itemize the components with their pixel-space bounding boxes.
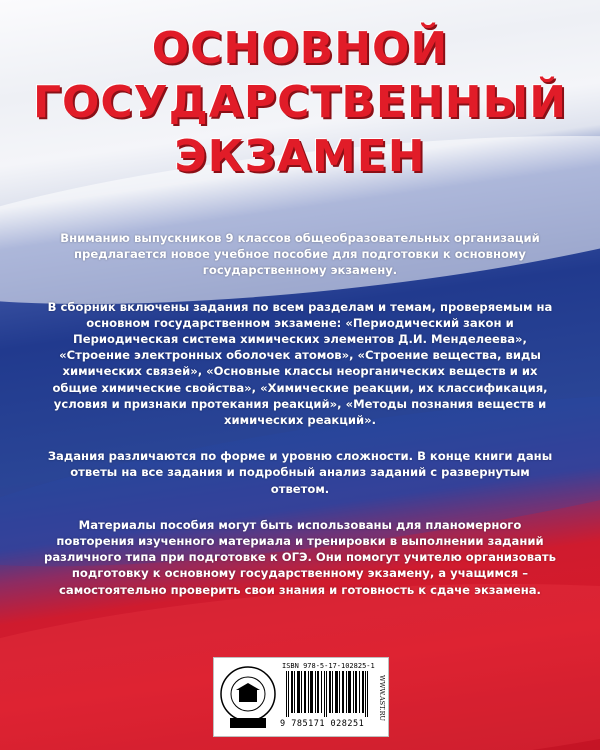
book-title bbox=[0, 22, 600, 184]
title-line-2: ГОСУДАРСТВЕННЫЙ bbox=[32, 77, 568, 128]
ean-digits: 9 785171 028251 bbox=[280, 719, 365, 729]
title-line-3: ЭКЗАМЕН bbox=[174, 131, 426, 182]
publisher-logo-icon bbox=[218, 664, 278, 732]
barcode-icon bbox=[286, 671, 370, 717]
publisher-website: WWW.AST.RU bbox=[378, 675, 386, 721]
isbn-number: ISBN 978-5-17-102825-1 bbox=[282, 662, 375, 670]
paragraph-usage: Материалы пособия могут быть использованы для планомерного повторения изученного материала и тренировки в выполнении заданий различного типа при подготовке к ОГЭ. Они помогут учителю организовать подготовку к основному государственному экзамену, а учащимся – самостоятельно проверить свои знания и готовность к сдаче экзамена. bbox=[44, 517, 556, 597]
annotation-text bbox=[40, 230, 560, 618]
publisher-logo bbox=[218, 664, 278, 732]
title-line-1: ОСНОВНОЙ bbox=[151, 23, 449, 74]
isbn-sticker bbox=[213, 657, 389, 737]
paragraph-contents: В сборник включены задания по всем разделам и темам, проверяемым на основном государственном экзамене: «Периодический закон и Периодическая система химических элементов Д.И. Менделеева», «Строение электронных оболочек атомов», «Строение вещества, виды химических связей», «Основные классы неорганических веществ и их общие химические свойства», «Химические реакции, их классификация, условия и признаки протекания реакций», «Методы познания веществ и химических реакций». bbox=[47, 299, 553, 428]
paragraph-tasks: Задания различаются по форме и уровню сложности. В конце книги даны ответы на все задания и подробный анализ заданий с развернутым ответом. bbox=[47, 449, 553, 496]
barcode bbox=[286, 671, 370, 717]
paragraph-intro: Вниманию выпускников 9 классов общеобразовательных организаций предлагается новое учебное пособие для подготовки к основному государственному экзамену. bbox=[60, 231, 540, 278]
